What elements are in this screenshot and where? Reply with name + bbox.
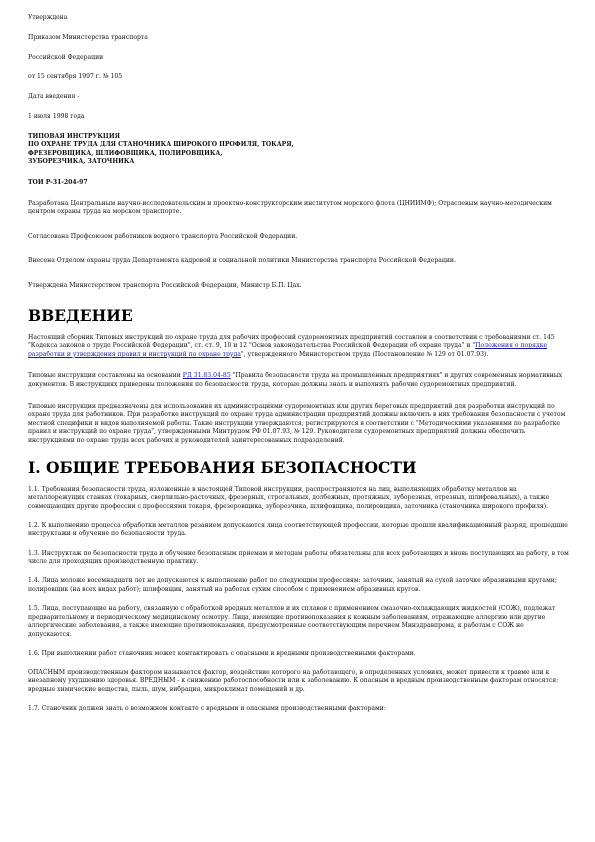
clause-1-6: 1.6. При выполнении работ станочник может контактировать с опасными и вредными производственными факторами.	[28, 649, 416, 657]
approval-line: от 15 сентября 1997 г. № 105	[28, 73, 123, 81]
clause-1-2: 1.2. К выполнению процесса обработки металлов резанием допускаются лица соответствующей профессии, которые прошли квалификационный разряд, прошедшие инструктажи и обучение по безопасности труда.	[28, 521, 568, 538]
text-span: Настоящий сборник Типовых инструкций по охране труда для рабочих профессий судоремонтных предприятий составлен в соответствии с требованиями ст. 145 "Кодекса законов о труде Российской Федерации", ст. ст. 9, 10 и 12 "Основ законодательства Российской Федерации об охране труда" и "	[28, 333, 555, 350]
heading-introduction: ВВЕДЕНИЕ	[28, 305, 133, 325]
title-line: ПО ОХРАНЕ ТРУДА ДЛЯ СТАНОЧНИКА ШИРОКОГО ПРОФИЛЯ, ТОКАРЯ,	[28, 141, 294, 149]
approval-line: Дата введения -	[28, 93, 80, 101]
credits-developed: Разработана Центральным научно-исследовательским и проектно-конструкторским институтом морского флота (ЦНИИМФ); Отраслевым научно-методическим центром охраны труда на морском транспорте.	[28, 199, 552, 216]
clause-1-4: 1.4. Лица моложе восемнадцати лет не допускаются к выполнению работ по следующим профессиям: заточник, занятый на сухой заточке абразивными кругами; полировщик (на всех видах работ); шлифовщик, занятый на работах сухим способом с применением абразивных кругов.	[28, 577, 557, 593]
document-credits	[28, 200, 569, 291]
document-title	[28, 133, 569, 167]
title-line: ФРЕЗЕРОВЩИКА, ШЛИФОВЩИКА, ПОЛИРОВЩИКА,	[28, 149, 223, 157]
credits-submitted: Внесена Отделом охраны труда Департамента кадровой и социальной политики Министерства транспорта Российской Федерации.	[28, 257, 456, 265]
approval-line: Российской Федерации	[28, 53, 104, 61]
approval-line: 1 июля 1998 года	[28, 112, 85, 120]
clause-1-3: 1.3. Инструктаж по безопасности труда и обучение безопасным приемам и методам работы обязательны для всех работающих и вновь поступающих на работу, в том числе для проходящих производственную практику.	[28, 549, 569, 566]
clause-1-1: 1.1. Требования безопасности труда, изложенные в настоящей Типовой инструкции, распространяются на лиц, выполняющих обработку металлов на металлорежущих станках (токарных, сверлильно-расточных, фрезерных, строгальных, долбежных, протяжных, зуборезных, отрезных, шлифовальных), а также совмещающих другие профессии с профессиями токаря, фрезеровщика, зуборезчика, шлифовщика, полировщика, заточника (станочника широкого профиля).	[28, 485, 550, 510]
regulation-link[interactable]: Положения о порядке разработки и утверждения правил и инструкций по охране труда	[28, 342, 548, 358]
text-span: ", утвержденного Министерством труда (Постановление № 129 от 01.07.93).	[240, 350, 489, 358]
approval-line: Утверждена	[28, 14, 68, 21]
introduction-section	[28, 334, 569, 446]
clause-1-6-definition: ОПАСНЫМ производственным фактором называется фактор, воздействие которого на работающего, в определенных условиях, может привести к травме или к внезапному ухудшению здоровья. ВРЕДНЫМ - к снижению работоспособности или к заболеванию. К опасным и вредным производственным факторам относятся: вредные химические вещества, пыль, шум, вибрация, микроклимат помещений и др.	[28, 668, 559, 694]
title-line: ЗУБОРЕЗЧИКА, ЗАТОЧНИКА	[28, 158, 135, 166]
credits-approved: Утверждена Министерством транспорта Российской Федерации, Министр Б.П. Цах.	[28, 282, 302, 290]
rd-document-link[interactable]: РД 31.83.04-85	[182, 372, 231, 380]
intro-paragraph	[28, 334, 569, 360]
document-code: ТОИ Р-31-204-97	[28, 179, 88, 187]
text-span: Типовые инструкции составлены на основании	[28, 372, 183, 380]
approval-header	[28, 14, 569, 122]
intro-paragraph	[28, 372, 569, 389]
title-line: ТИПОВАЯ ИНСТРУКЦИЯ	[28, 132, 120, 140]
general-safety-section	[28, 486, 569, 714]
heading-general-safety: I. ОБЩИЕ ТРЕБОВАНИЯ БЕЗОПАСНОСТИ	[28, 457, 417, 477]
clause-1-7: 1.7. Станочник должен знать о возможном контакте с вредными и опасными производственными факторами:	[28, 705, 386, 713]
intro-paragraph: Типовые инструкции предназначены для использования их администрациями судоремонтных или других береговых предприятий для разработки инструкций по охране труда для работников. При разработке инструкций по охране труда администрации предприятий должны включить в них требования безопасности с учетом местной специфики и видов выполняемой работы. Такие инструкции утверждаются, регистрируются в соответствии с "Методическими указаниями по разработке правил и инструкций по охране труда", утвержденными Минтрудом РФ 01.07.93, № 129. Руководители судоремонтных предприятий должны обеспечить инструкциями по охране труда всех рабочих и руководителей заинтересованных подразделений.	[28, 402, 566, 444]
approval-line: Приказом Министерства транспорта	[28, 33, 148, 41]
clause-1-5: 1.5. Лица, поступающие на работу, связанную с обработкой вредных металлов и их сплавов с применением смазочно-охлаждающих жидкостей (СОЖ), подлежат предварительному и периодическому медицинскому осмотру. Лица, имеющие противопоказания к кожным заболеваниям, отражающие аллергию или другие аллергические заболевания, а также имеющие противопоказания, предусмотренные соответствующим перечнем Минздравпрома, к работам с СОЖ не допускаются.	[28, 604, 556, 638]
credits-agreed: Согласована Профсоюзом работников водного транспорта Российской Федерации.	[28, 232, 298, 240]
text-span: "Правила безопасности труда на промышленных предприятиях" и других современных нормативных документов. В инструкциях приведены положения по безопасности труда, которые должны знать и выполнять рабочие судоремонтных предприятий.	[28, 372, 563, 388]
